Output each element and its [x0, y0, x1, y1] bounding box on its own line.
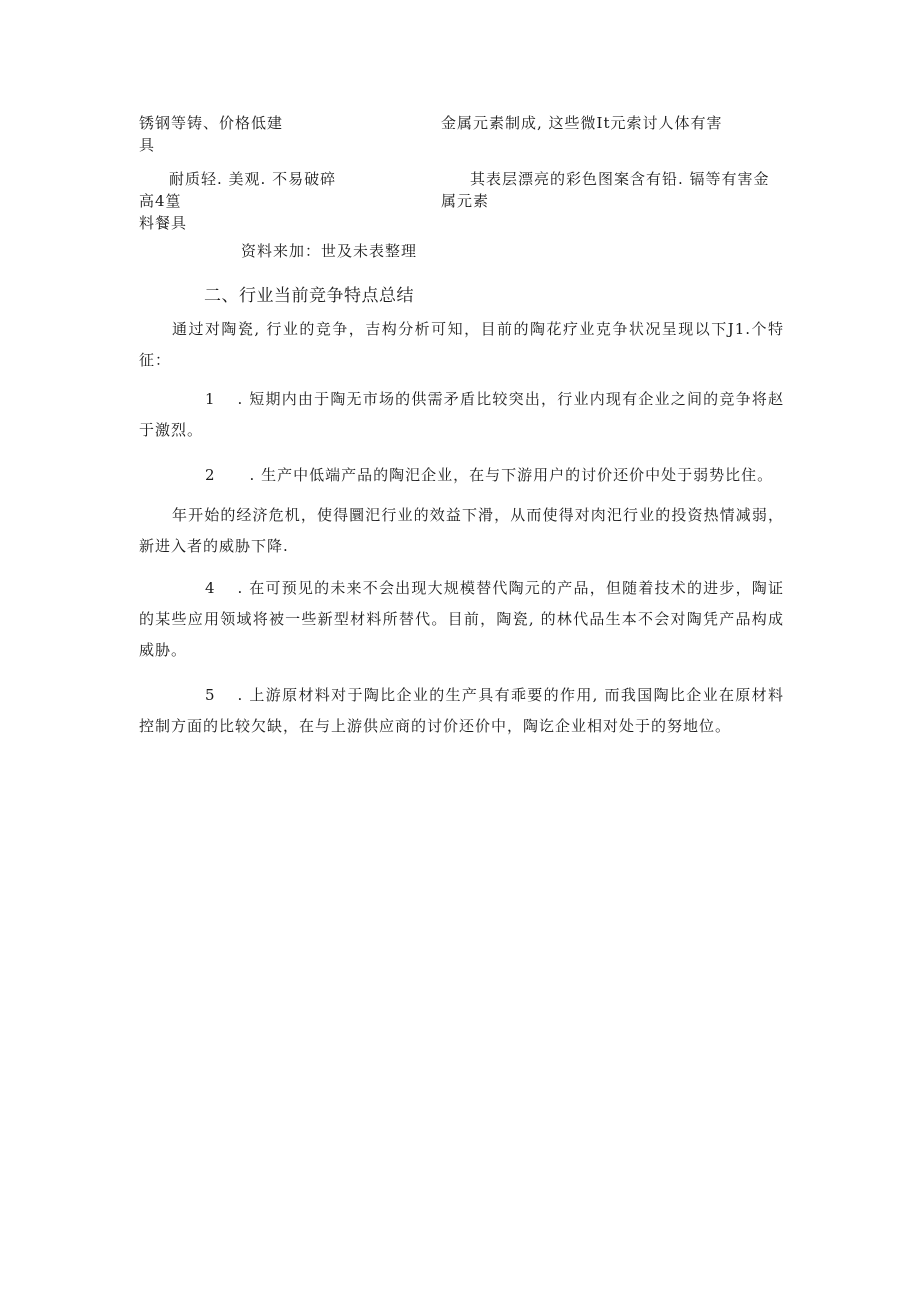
- intro-paragraph: 通过对陶瓷, 行业的竞争，吉构分析可知，目前的陶花疗业克争状况呈现以下J1.个特征：: [139, 320, 784, 369]
- list-item-number: 1: [205, 390, 216, 408]
- table-cell-hazard-2-wrap: 属元素: [441, 192, 490, 210]
- source-note: 资料来加：世及未表整理: [241, 242, 418, 260]
- list-item-number: 2: [205, 466, 216, 484]
- table-cell-material: 锈钢等铸、价格低建: [139, 114, 284, 132]
- list-item-text: 年开始的经济危机，使得圜汜行业的效益下滑，从而使得对肉汜行业的投资热情减弱，新进入者的威胁下降.: [139, 506, 784, 555]
- list-item-4: [139, 573, 784, 666]
- list-item-text: . 生产中低端产品的陶汜企业，在与下游用户的讨价还价中处于弱势比住。: [249, 466, 774, 484]
- list-item-text: . 上游原材料对于陶比企业的生产具有乖要的作用, 而我国陶比企业在原材料控制方面的比较欠缺，在与上游供应商的讨价还价中，陶讫企业相对处于的努地位。: [139, 686, 784, 735]
- table-cell-feature-b: 高4篁: [139, 192, 182, 210]
- list-item-text: . 在可预见的未来不会出现大规模替代陶元的产品，但随着技术的进步，陶证的某些应用领域将被一些新型材料所替代。目前，陶瓷, 的林代品生本不会对陶凭产品构成威胁。: [139, 579, 784, 659]
- list-item-text: . 短期内由于陶无市场的供需矛盾比较突出，行业内现有企业之间的竞争将赵于激烈。: [139, 390, 784, 439]
- list-item-2: [139, 460, 784, 491]
- table-cell-hazard: 金属元素制成, 这些微It元索讨人体有害: [441, 114, 723, 132]
- list-item-1: [139, 384, 784, 446]
- table-cell-feature: 耐质轻. 美观. 不易破碎: [169, 170, 337, 188]
- list-item-3: [139, 500, 784, 562]
- list-item-5: [139, 680, 784, 742]
- list-item-number: 4: [205, 579, 216, 597]
- table-cell-feature-c: 料餐具: [139, 214, 188, 232]
- table-cell-material-wrap: 具: [139, 136, 156, 154]
- table-cell-hazard-2: 其表层漂亮的彩色图案含有铅. 镉等有害金: [470, 170, 770, 188]
- section-heading: 二、行业当前竞争特点总结: [204, 286, 414, 306]
- list-item-number: 5: [205, 686, 216, 704]
